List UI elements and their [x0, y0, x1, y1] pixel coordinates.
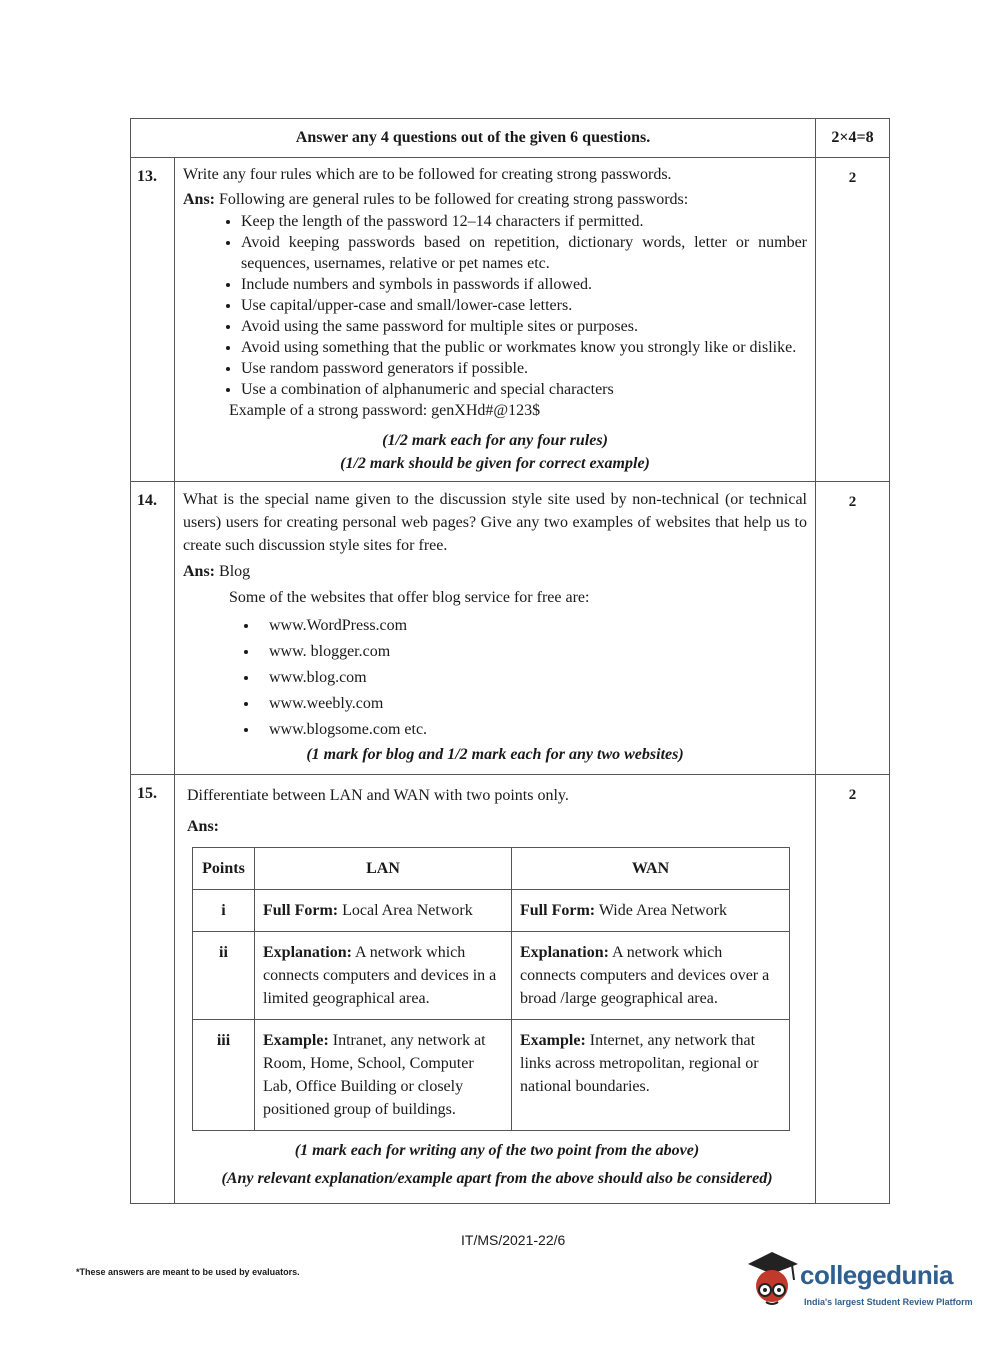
cell-label: Full Form:: [520, 902, 596, 919]
marking-note: (1/2 mark each for any four rules): [382, 432, 608, 449]
question-marks: 2: [816, 482, 890, 775]
page-code: IT/MS/2021-22/6: [461, 1232, 566, 1248]
list-item: • Avoid keeping passwords based on repetition, dictionary words, letter or number sequences, usernames, relative or pet names etc.: [241, 232, 807, 274]
list-item: • Avoid using something that the public or workmates know you strongly like or dislike.: [241, 337, 807, 358]
cell-text: Internet, any network that links across metropolitan, regional or national boundaries.: [520, 1032, 759, 1095]
comparison-header-row: [193, 848, 790, 890]
marking-note: (1 mark each for writing any of the two point from the above): [294, 1142, 700, 1159]
question-marks: 2: [816, 775, 890, 1204]
cell-text: A network which connects computers and devices in a limited geographical area.: [263, 944, 497, 1007]
list-item: • www.blog.com: [259, 665, 807, 691]
list-item: • Use a combination of alphanumeric and special characters: [241, 379, 807, 400]
cell-label: Example:: [263, 1032, 329, 1049]
logo-wordmark: collegedunia: [800, 1260, 953, 1290]
wan-cell: [512, 890, 790, 932]
list-item: • www.WordPress.com: [259, 613, 807, 639]
instruction-text: Answer any 4 questions out of the given 6 questions.: [131, 119, 816, 158]
wan-cell: [512, 1020, 790, 1131]
mascot-icon: [742, 1250, 802, 1312]
question-body: [175, 482, 816, 775]
lan-cell: [255, 890, 512, 932]
list-item: • Avoid using the same password for multiple sites or purposes.: [241, 316, 807, 337]
question-body: [175, 775, 816, 1204]
lan-cell: [255, 932, 512, 1020]
password-example: Example of a strong password: genXHd#@123$: [229, 402, 541, 419]
marking-note: (Any relevant explanation/example apart from the above should also be considered): [221, 1170, 773, 1187]
cell-label: Explanation:: [263, 944, 352, 961]
list-item: • Use capital/upper-case and small/lower-case letters.: [241, 295, 807, 316]
list-item: • www. blogger.com: [259, 639, 807, 665]
question-text: Differentiate between LAN and WAN with two points only.: [187, 787, 569, 804]
section-marks: 2×4=8: [816, 119, 890, 158]
lan-cell: [255, 1020, 512, 1131]
logo-tagline: India's largest Student Review Platform: [804, 1297, 973, 1307]
cell-text: Intranet, any network at Room, Home, School, Computer Lab, Office Building or closely positioned group of buildings.: [263, 1032, 486, 1118]
question-number: 15.: [131, 775, 175, 1204]
question-row-14: [131, 482, 890, 775]
cell-label: Example:: [520, 1032, 586, 1049]
answer-text: Blog: [219, 563, 251, 580]
cell-label: Explanation:: [520, 944, 609, 961]
point-label: iii: [193, 1020, 255, 1131]
comparison-table: [192, 847, 790, 1131]
question-marks: 2: [816, 158, 890, 482]
wan-cell: [512, 932, 790, 1020]
list-item: • Keep the length of the password 12–14 characters if permitted.: [241, 211, 807, 232]
answer-label: Ans:: [187, 818, 220, 835]
rules-list: [183, 211, 807, 400]
table-row: [193, 890, 790, 932]
column-header: WAN: [512, 848, 790, 890]
marking-scheme-table: [130, 118, 890, 1204]
sites-list: [183, 613, 807, 743]
list-item: • Use random password generators if possible.: [241, 358, 807, 379]
table-row: [193, 932, 790, 1020]
answer-label: Ans:: [183, 563, 216, 580]
marking-note: (1 mark for blog and 1/2 mark each for any two websites): [306, 746, 684, 763]
question-number: 14.: [131, 482, 175, 775]
list-item: • www.blogsome.com etc.: [259, 717, 807, 743]
question-text: Write any four rules which are to be followed for creating strong passwords.: [183, 166, 672, 183]
cell-text: Wide Area Network: [598, 902, 728, 919]
cell-label: Full Form:: [263, 902, 339, 919]
evaluator-footnote: *These answers are meant to be used by evaluators.: [76, 1267, 300, 1277]
answer-label: Ans:: [183, 191, 216, 208]
question-row-13: [131, 158, 890, 482]
collegedunia-logo[interactable]: [742, 1248, 972, 1318]
list-item: • Include numbers and symbols in passwords if allowed.: [241, 274, 807, 295]
column-header: Points: [193, 848, 255, 890]
list-item: • www.weebly.com: [259, 691, 807, 717]
table-row: [193, 1020, 790, 1131]
cell-text: A network which connects computers and devices over a broad /large geographical area.: [520, 944, 770, 1007]
answer-intro-text: Following are general rules to be followed for creating strong passwords:: [219, 191, 689, 208]
cell-text: Local Area Network: [342, 902, 473, 919]
instruction-row: [131, 119, 890, 158]
marking-note: (1/2 mark should be given for correct example): [340, 455, 650, 472]
point-label: ii: [193, 932, 255, 1020]
column-header: LAN: [255, 848, 512, 890]
question-row-15: [131, 775, 890, 1204]
question-body: [175, 158, 816, 482]
question-text: What is the special name given to the discussion style site used by non-technical (or technical users) users for creating personal web pages? Give any two examples of websites that help us to create such discussion style sites for free.: [183, 491, 807, 554]
answer-intro: [183, 189, 807, 210]
question-number: 13.: [131, 158, 175, 482]
point-label: i: [193, 890, 255, 932]
sites-intro: Some of the websites that offer blog service for free are:: [229, 589, 590, 606]
answer: [183, 560, 807, 583]
